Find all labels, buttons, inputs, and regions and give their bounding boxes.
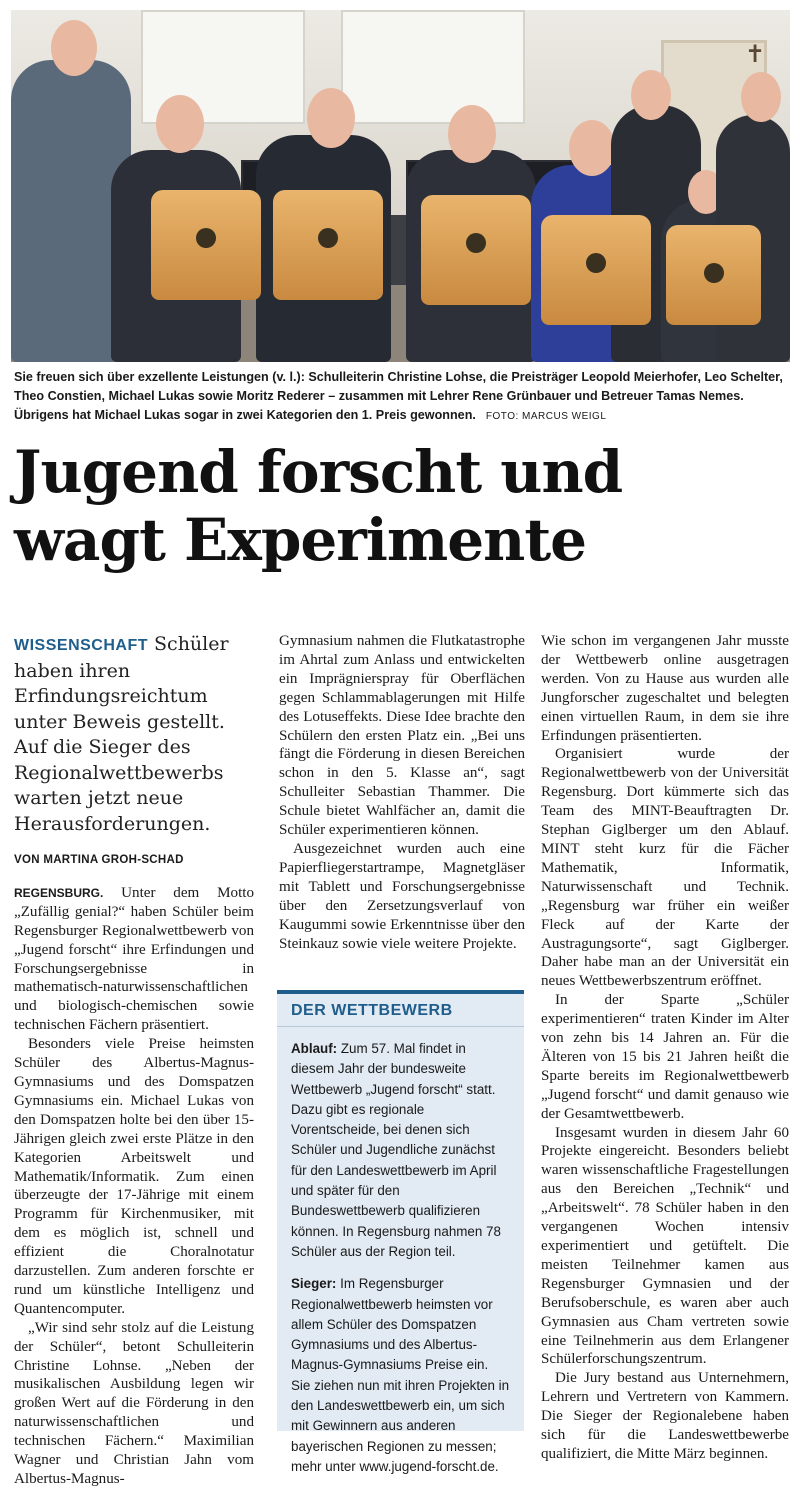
article-paragraph: Insgesamt wurden in diesem Jahr 60 Projekte eingereicht. Besonders beliebt waren wissenschaftliche Fragestellungen aus den Bereichen „Technik“ und „Arbeitswelt“. 78 Schüler haben in den vergangenen Wochen intensiv experimentiert und getüftelt. Die meisten Teilnehmer kamen aus Regensburger Gymnasien und der Berufsoberschule, es waren aber auch Gymnasien aus Cham vertreten sowie eine Teilnehmerin aus dem Erlangener Schülerforschungszentrum. [541,1124,789,1368]
window [341,10,525,124]
dateline: REGENSBURG. [14,885,104,900]
article-column-1 [14,632,254,1489]
article-paragraph: REGENSBURG. Unter dem Motto „Zufällig genial?“ haben Schüler beim Regensburger Regionalwettbewerb von „Jugend forscht“ ihre Erfindungen und Forschungsergebnisse in mathematisch-naturwissenschaftlichen und biologisch-chemischen sowie technischen Fächern präsentiert. [14,884,254,1034]
person-head [448,105,496,163]
info-box-sieger: Sieger: Im Regensburger Regionalwettbewerb heimsten vor allem Schüler des Domspatzen Gymnasiums und des Albertus-Magnus-Gymnasiums Preise ein. Sie ziehen nun mit ihren Projekten in den Landeswettbewerb ein, um sich mit Gewinnern aus anderen bayerischen Regionen zu messen; mehr unter www.jugend-forscht.de. [291,1276,510,1474]
chair [541,215,651,325]
info-box-title: DER WETTBEWERB [277,994,524,1027]
headline-line-1: Jugend forscht und [14,438,623,506]
info-box-ablauf: Ablauf: Zum 57. Mal findet in diesem Jahr der bundesweite Wettbewerb „Jugend forscht“ statt. Dazu gibt es regionale Vorentscheide, bei denen sich Schüler und Jugendliche zunächst für den Landeswettbewerb im April und später für den Bundeswettbewerb qualifizieren können. In Regensburg nahmen 78 Schüler aus der Region teil. [291,1041,501,1259]
chair [151,190,261,300]
person-head [51,20,97,76]
cross-icon: ✝ [745,40,766,68]
article-paragraph: Organisiert wurde der Regionalwettbewerb von der Universität Regensburg. Dort kümmerte sich das Team des MINT-Beauftragten Dr. Stephan Giglberger um den Ablauf. MINT steht kurz für die Fächer Mathematik, Informatik, Naturwissenschaft und Technik. „Regensburg war früher ein weißer Fleck auf der Karte der Austragungsorte“, sagt Giglberger. Daher habe man an der Universität ein neues Wettbewerbszentrum eröffnet. [541,746,789,990]
person-head [631,70,671,120]
article-paragraph: In der Sparte „Schüler experimentieren“ traten Kinder im Alter von zehn bis 14 Jahren an. Für die Älteren von 15 bis 21 Jahren heißt die Sparte bereits im Regionalwettbewerb „Jugend forscht“ und damit genauso wie der Gesamtwettbewerb. [541,992,789,1122]
lede [14,632,254,837]
article-paragraph: Wie schon im vergangenen Jahr musste der Wettbewerb online ausgetragen werden. Von zu Hause aus wurden alle Jungforscher zugeschaltet und belegten einen virtuellen Raum, in dem sie ihre Erfindungen präsentierten. [541,633,789,744]
info-box [277,990,524,1474]
person-head [307,88,355,148]
person-head [741,72,781,122]
person-head [156,95,204,153]
chair [273,190,383,300]
article-paragraph: Gymnasium nahmen die Flutkatastrophe im Ahrtal zum Anlass und entwickelten ein Imprägnierspray für Oberflächen gegen Schlammablagerungen mit Hilfe des Lotuseffekts. Diese Idee brachte den Schülern den ersten Platz ein. „Bei uns fängt die Förderung in diesen Bereichen schon in den 5. Klasse an“, sagt Schulleiter Sebastian Thammer. Die Schule bietet Wahlfächer an, damit die Schüler experimentieren können. [279,633,525,839]
person-head [569,120,615,176]
headline-line-2: wagt Experimente [14,506,587,574]
photo-caption [14,368,790,426]
article-paragraph: Ausgezeichnet wurden auch eine Papierfliegerstartrampe, Magnetgläser mit Tablett und Forschungsergebnisse über den Zersetzungsverlauf von Kaugummi sowie Erkenntnisse über den Steinkauz sowie viele weitere Projekte. [279,840,525,952]
article-column-2 [279,632,525,953]
headline [14,438,790,574]
article-paragraph: Besonders viele Preise heimsten Schüler des Albertus-Magnus-Gymnasiums und des Domspatzen Gymnasiums ein. Michael Lukas von den Domspatzen holte bei den über 15-Jährigen gleich zwei erste Plätze in den Kategorien Arbeitswelt und Mathematik/Informatik. Zum einen überzeugte der 17-Jährige mit einem Programm für Kirchenmusiker, mit dem es möglich ist, schnell und effizient die Choralnotatur darzustellen. Zum anderen forschte er rund um künstliche Intelligenz und Quantencomputer. [14,1036,254,1317]
info-box-sieger-label: Sieger: [291,1276,337,1292]
caption-text: Sie freuen sich über exzellente Leistungen (v. l.): Schulleiterin Christine Lohse, die Preisträger Leopold Meierhofer, Leo Schelter, Theo Constien, Michael Lukas sowie Moritz Rederer – zusammen mit Lehrer Rene Grünbauer und Betreuer Tamas Nemes. Übrigens hat Michael Lukas sogar in zwei Kategorien den 1. Preis gewonnen. [14,370,783,422]
article-paragraph: Die Jury bestand aus Unternehmern, Lehrern und Vertretern von Kammern. Die Sieger der Regionalebene haben sich für die Landeswettbewerbe qualifiziert, die Mitte März beginnen. [541,1370,789,1462]
byline: VON MARTINA GROH-SCHAD [14,854,184,866]
info-box-ablauf-label: Ablauf: [291,1041,338,1056]
chair [666,225,761,325]
photo-credit: FOTO: MARCUS WEIGL [485,411,607,422]
article-paragraph: „Wir sind sehr stolz auf die Leistung der Schüler“, betont Schulleiterin Christine Lohnse. „Neben der musikalischen Ausbildung legen wir großen Wert auf die Förderung in den naturwissenschaftlichen und technischen Fächern.“ Maximilian Wagner und Christian Jahn vom Albertus-Magnus- [14,1319,254,1487]
article-column-3 [541,632,789,1464]
article-photo [11,10,790,362]
kicker: WISSENSCHAFT [14,637,148,654]
lede-text: Schüler haben ihren Erfindungsreichtum unter Beweis gestellt. Auf die Sieger des Regionalwettbewerbs warten jetzt neue Herausforderungen. [14,633,229,835]
chair [421,195,531,305]
